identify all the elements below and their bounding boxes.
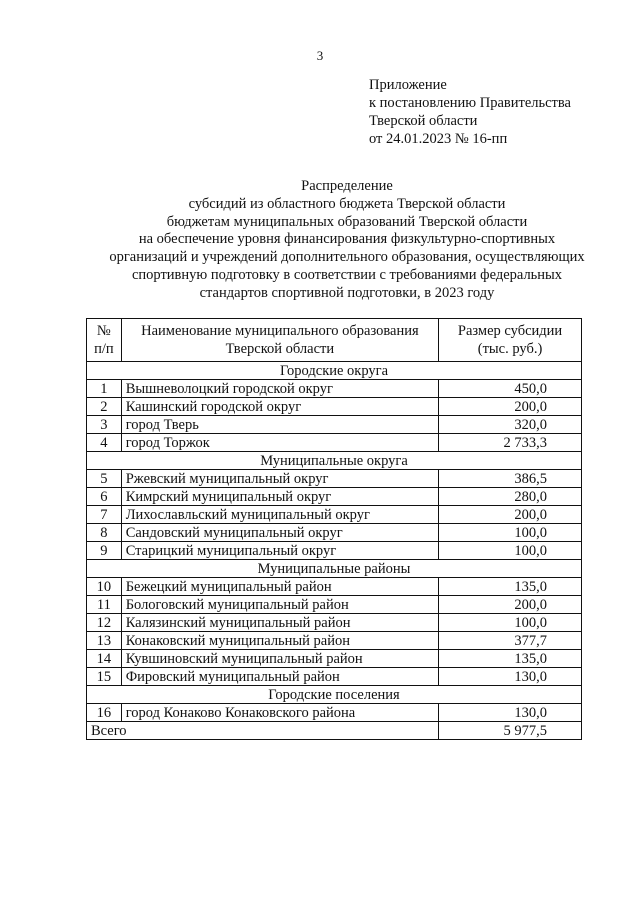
- table-row: [87, 416, 582, 434]
- table-row: [87, 434, 582, 452]
- table-row: [87, 650, 582, 668]
- total-row: [87, 722, 582, 740]
- header-name-line1: Наименование муниципального образования: [141, 323, 419, 339]
- row-number: 4: [87, 434, 122, 452]
- municipality-name: Кимрский муниципальный округ: [121, 488, 438, 506]
- subsidy-amount: 200,0: [439, 506, 582, 524]
- municipality-name: Калязинский муниципальный район: [121, 614, 438, 632]
- table-row: [87, 470, 582, 488]
- title-line: стандартов спортивной подготовки, в 2023 году: [199, 284, 495, 301]
- municipality-name: город Торжок: [121, 434, 438, 452]
- table-row: [87, 506, 582, 524]
- group-title: Муниципальные районы: [87, 560, 582, 578]
- municipality-name: Вышневолоцкий городской округ: [121, 380, 438, 398]
- row-number: 13: [87, 632, 122, 650]
- table-row: [87, 542, 582, 560]
- row-number: 5: [87, 470, 122, 488]
- header-num: [87, 319, 122, 362]
- subsidy-amount: 280,0: [439, 488, 582, 506]
- table-row: [87, 578, 582, 596]
- table-row: [87, 380, 582, 398]
- subsidy-amount: 100,0: [439, 524, 582, 542]
- subsidy-amount: 2 733,3: [439, 434, 582, 452]
- header-amount: [439, 319, 582, 362]
- table-body: [87, 362, 582, 740]
- subsidy-amount: 130,0: [439, 704, 582, 722]
- municipality-name: Лихославльский муниципальный округ: [121, 506, 438, 524]
- table-row: [87, 668, 582, 686]
- header-amount-line1: Размер субсидии: [457, 323, 563, 339]
- table-row: [87, 614, 582, 632]
- municipality-name: Кувшиновский муниципальный район: [121, 650, 438, 668]
- group-header-row: [87, 452, 582, 470]
- municipality-name: Фировский муниципальный район: [121, 668, 438, 686]
- municipality-name: Кашинский городской округ: [121, 398, 438, 416]
- municipality-name: Бологовский муниципальный район: [121, 596, 438, 614]
- row-number: 8: [87, 524, 122, 542]
- appendix-line: к постановлению Правительства: [369, 95, 571, 111]
- appendix-line: Приложение: [369, 77, 447, 93]
- group-title: Городские округа: [87, 362, 582, 380]
- subsidy-amount: 377,7: [439, 632, 582, 650]
- table-row: [87, 398, 582, 416]
- municipality-name: город Конаково Конаковского района: [121, 704, 438, 722]
- appendix-line: от 24.01.2023 № 16-пп: [369, 131, 508, 147]
- subsidy-amount: 200,0: [439, 398, 582, 416]
- group-title: Муниципальные округа: [87, 452, 582, 470]
- municipality-name: Конаковский муниципальный район: [121, 632, 438, 650]
- subsidy-amount: 320,0: [439, 416, 582, 434]
- row-number: 16: [87, 704, 122, 722]
- municipality-name: Старицкий муниципальный округ: [121, 542, 438, 560]
- row-number: 3: [87, 416, 122, 434]
- table-row: [87, 596, 582, 614]
- subsidy-amount: 100,0: [439, 614, 582, 632]
- subsidy-amount: 130,0: [439, 668, 582, 686]
- title-line: бюджетам муниципальных образований Тверской области: [166, 213, 528, 230]
- group-title: Городские поселения: [87, 686, 582, 704]
- row-number: 12: [87, 614, 122, 632]
- row-number: 6: [87, 488, 122, 506]
- table-row: [87, 524, 582, 542]
- title-line: спортивную подготовку в соответствии с требованиями федеральных: [131, 266, 563, 283]
- row-number: 1: [87, 380, 122, 398]
- table-header-row: [87, 319, 582, 362]
- page-number: 3: [316, 48, 324, 63]
- row-number: 14: [87, 650, 122, 668]
- table-row: [87, 632, 582, 650]
- subsidy-amount: 135,0: [439, 650, 582, 668]
- document-title: [0, 178, 640, 303]
- row-number: 15: [87, 668, 122, 686]
- table-row: [87, 488, 582, 506]
- subsidy-table: [86, 318, 582, 740]
- subsidy-amount: 135,0: [439, 578, 582, 596]
- row-number: 11: [87, 596, 122, 614]
- header-name-line2: Тверской области: [225, 341, 335, 357]
- header-num-line2: п/п: [94, 341, 114, 357]
- total-amount: 5 977,5: [439, 722, 582, 740]
- title-line: Распределение: [301, 178, 393, 194]
- total-label: Всего: [87, 722, 439, 740]
- group-header-row: [87, 686, 582, 704]
- title-line: субсидий из областного бюджета Тверской области: [188, 195, 506, 212]
- appendix-block: [369, 76, 571, 148]
- group-header-row: [87, 362, 582, 380]
- row-number: 9: [87, 542, 122, 560]
- table-row: [87, 704, 582, 722]
- row-number: 10: [87, 578, 122, 596]
- header-num-line1: №: [96, 323, 111, 339]
- group-header-row: [87, 560, 582, 578]
- title-line: на обеспечение уровня финансирования физкультурно-спортивных: [138, 231, 556, 248]
- header-amount-line2: (тыс. руб.): [477, 341, 543, 357]
- municipality-name: Ржевский муниципальный округ: [121, 470, 438, 488]
- subsidy-amount: 100,0: [439, 542, 582, 560]
- row-number: 2: [87, 398, 122, 416]
- municipality-name: город Тверь: [121, 416, 438, 434]
- subsidy-amount: 386,5: [439, 470, 582, 488]
- municipality-name: Сандовский муниципальный округ: [121, 524, 438, 542]
- subsidy-amount: 200,0: [439, 596, 582, 614]
- subsidy-amount: 450,0: [439, 380, 582, 398]
- title-line: организаций и учреждений дополнительного образования, осуществляющих: [109, 249, 585, 266]
- municipality-name: Бежецкий муниципальный район: [121, 578, 438, 596]
- row-number: 7: [87, 506, 122, 524]
- appendix-line: Тверской области: [369, 113, 478, 129]
- header-name: [121, 319, 438, 362]
